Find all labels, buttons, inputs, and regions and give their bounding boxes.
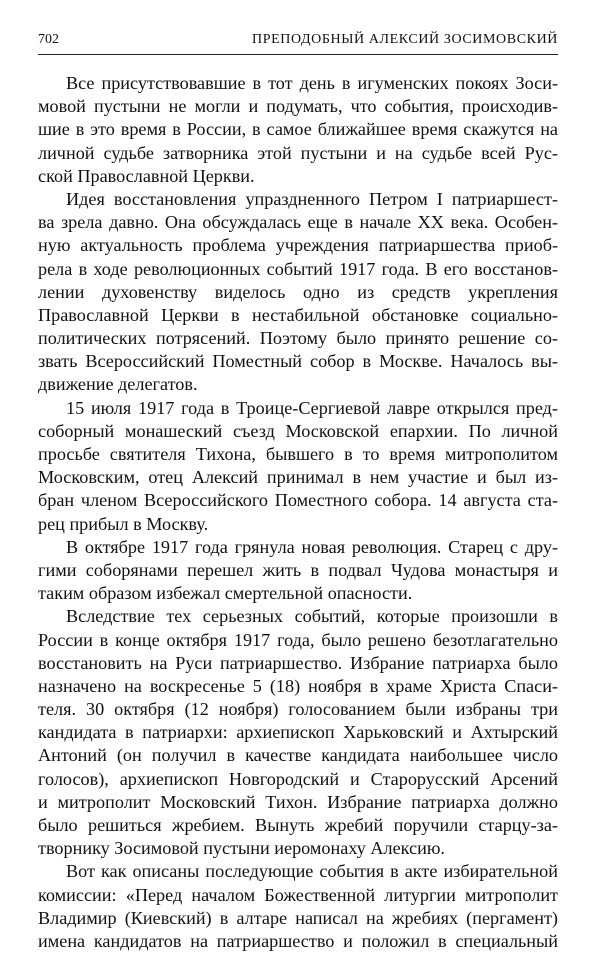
text-line: бран членом Всероссийского Поместного собора. 14 августа ста- [38,490,558,511]
running-head: ПРЕПОДОБНЫЙ АЛЕКСИЙ ЗОСИМОВСКИЙ [252,32,558,47]
text-line: личной судьбе затворника этой пустыни и на судьбе всей Рус- [38,142,558,163]
text-line: политических потрясений. Поэтому было принято решение со- [38,328,558,349]
text-line: таким образом избежал смертельной опасности. [38,583,413,604]
text-line: было решиться жребием. Вынуть жребий поручили старцу-за- [38,815,558,835]
text-line: движение делегатов. [38,374,198,395]
text-line: лении духовенству виделось одно из средств укрепления [38,281,558,302]
text-line: Московским, отец Алексий принимал в нем участие и был из- [38,467,558,488]
text-line: ную актуальность проблема учреждения патриаршества приоб- [38,235,558,256]
paragraph [38,397,558,536]
text-line: восстановить на Руси патриаршество. Избрание патриарха было [38,652,558,673]
text-line: звать Всероссийский Поместный собор в Москве. Началось вы- [38,351,558,372]
text-line: гими соборянами перешел жить в подвал Чудова монастыря и [38,559,558,580]
text-line: назначено на воскресенье 5 (18) ноября в храме Христа Спаси- [38,675,558,696]
text-line: Православной Церкви в нестабильной обстановке социально- [38,304,558,325]
text-line: России в конце октября 1917 года, было решено безотлагательно [38,629,558,650]
text-line: В октябре 1917 года грянула новая революция. Старец с дру- [66,536,558,557]
text-line: рела в ходе революционных событий 1917 года. В его восстанов- [38,258,558,279]
text-line: кандидата в патриархи: архиепископ Харьковский и Ахтырский [38,722,558,743]
text-line: шие в это время в России, в самое ближайшее время скажутся на [38,119,558,140]
text-line: Владимир (Киевский) в алтаре написал на жребиях (пергамент) [38,907,558,928]
paragraph [38,605,558,860]
text-line: теля. 30 октября (12 ноября) голосованием были избраны три [38,699,558,720]
text-line: и митрополит Московский Тихон. Избрание патриарха должно [38,791,558,812]
text-line: творнику Зосимовой пустыни иеромонаху Алексию. [38,838,445,859]
text-line: Идея восстановления упраздненного Петром I патриаршест- [66,188,558,209]
text-line: соборный монашеский съезд Московской епархии. По личной [38,420,558,441]
text-line: Вследствие тех серьезных событий, которые произошли в [66,606,558,627]
paragraph [38,188,558,397]
text-line: ва зрела давно. Она обсуждалась еще в начале XX века. Особен- [38,212,558,233]
text-line: рец прибыл в Москву. [38,513,209,534]
page-header [38,30,558,55]
text-line: Вот как описаны последующие события в акте избирательной [66,861,558,882]
text-line: мовой пустыни не могли и подумать, что события, происходив- [38,96,558,117]
body-text [38,72,558,953]
paragraph [38,72,558,188]
paragraph [38,536,558,606]
text-line: Все присутствовавшие в тот день в игуменских покоях Зоси- [66,73,558,93]
text-line: ской Православной Церкви. [38,165,255,186]
text-line: просьбе святителя Тихона, бывшего в то время митрополитом [38,444,558,464]
paragraph [38,860,558,953]
text-line: имена кандидатов на патриаршество и положил в специальный [38,930,558,951]
text-line: 15 июля 1917 года в Троице-Сергиевой лавре открылся пред- [66,397,558,418]
text-line: Антоний (он получил в качестве кандидата наибольшее число [38,745,558,766]
page-number: 702 [38,32,59,47]
text-line: комиссии: «Перед началом Божественной литургии митрополит [38,884,558,905]
text-line: голосов), архиепископ Новгородский и Старорусский Арсений [38,768,558,789]
